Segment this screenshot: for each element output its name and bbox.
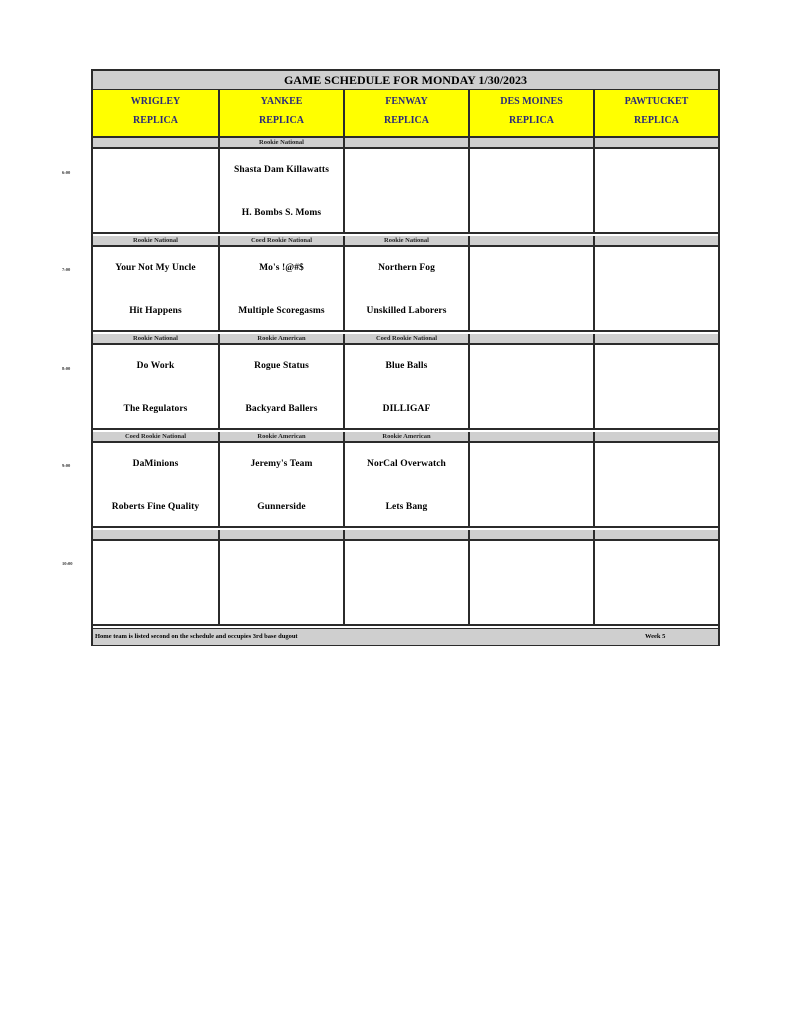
schedule-footer <box>93 628 718 645</box>
schedule-title: GAME SCHEDULE FOR MONDAY 1/30/2023 <box>93 71 718 90</box>
team-away: DaMinions <box>132 459 179 469</box>
field-sub: REPLICA <box>258 115 304 126</box>
division-label <box>470 236 595 247</box>
division-label: Coed Rookie National <box>220 236 345 247</box>
division-label <box>220 530 345 541</box>
game-cell <box>470 149 595 234</box>
team-home: The Regulators <box>123 404 188 414</box>
team-away: Jeremy's Team <box>250 459 313 469</box>
division-label <box>345 138 470 149</box>
division-label <box>470 530 595 541</box>
division-label: Rookie American <box>345 432 470 443</box>
division-label <box>470 138 595 149</box>
field-name: PAWTUCKET <box>624 96 689 107</box>
division-label <box>595 530 718 541</box>
team-home: Backyard Ballers <box>245 404 318 414</box>
time-label-7: 7:00 <box>62 267 71 272</box>
team-home: Multiple Scoregasms <box>238 306 325 316</box>
game-cell <box>595 149 718 234</box>
field-header-fenway <box>345 90 470 138</box>
division-label: Rookie National <box>345 236 470 247</box>
time-label-8: 8:00 <box>62 366 71 371</box>
field-name: DES MOINES <box>500 96 563 107</box>
team-away: Do Work <box>136 361 175 371</box>
division-label: Rookie National <box>93 236 220 247</box>
game-cell <box>93 345 220 430</box>
game-cell <box>220 541 345 626</box>
division-label <box>345 530 470 541</box>
home-team-note: Home team is listed second on the schedule and occupies 3rd base dugout <box>95 633 298 640</box>
division-label <box>93 138 220 149</box>
team-away: Mo's !@#$ <box>259 263 304 273</box>
division-label: Coed Rookie National <box>345 334 470 345</box>
field-name: FENWAY <box>385 96 428 107</box>
division-label <box>470 334 595 345</box>
game-cell <box>345 247 470 332</box>
team-home: Unskilled Laborers <box>366 306 447 316</box>
division-label <box>595 236 718 247</box>
division-label <box>595 432 718 443</box>
team-home: Roberts Fine Quality <box>111 502 200 512</box>
game-cell <box>345 345 470 430</box>
division-label: Rookie National <box>220 138 345 149</box>
team-home: Hit Happens <box>129 306 182 316</box>
division-label: Rookie National <box>93 334 220 345</box>
game-cell <box>220 443 345 528</box>
game-cell <box>93 247 220 332</box>
game-cell <box>595 247 718 332</box>
game-cell <box>345 443 470 528</box>
team-away: Shasta Dam Killawatts <box>234 165 329 175</box>
team-away: NorCal Overwatch <box>367 459 446 469</box>
game-cell <box>220 345 345 430</box>
game-cell <box>470 443 595 528</box>
field-header-wrigley <box>93 90 220 138</box>
field-name: WRIGLEY <box>130 96 181 107</box>
game-cell <box>470 345 595 430</box>
team-away: Blue Balls <box>385 361 428 371</box>
game-cell <box>470 247 595 332</box>
game-cell <box>93 443 220 528</box>
division-label <box>595 138 718 149</box>
field-sub: REPLICA <box>508 115 554 126</box>
field-header-yankee <box>220 90 345 138</box>
team-home: DILLIGAF <box>382 404 431 414</box>
time-label-10: 10:00 <box>62 561 73 566</box>
team-home: Gunnerside <box>257 502 306 512</box>
game-cell <box>595 345 718 430</box>
game-cell <box>595 443 718 528</box>
team-home: Lets Bang <box>385 502 428 512</box>
schedule-sheet <box>91 69 720 646</box>
division-label: Rookie American <box>220 432 345 443</box>
field-header-pawtucket <box>595 90 718 138</box>
game-cell <box>345 541 470 626</box>
game-cell <box>220 247 345 332</box>
division-label: Rookie American <box>220 334 345 345</box>
game-cell <box>595 541 718 626</box>
game-cell <box>220 149 345 234</box>
team-away: Rogue Status <box>254 361 309 371</box>
game-cell <box>345 149 470 234</box>
week-label: Week 5 <box>645 633 666 640</box>
time-label-6: 6:00 <box>62 170 71 175</box>
team-away: Northern Fog <box>378 263 435 273</box>
field-sub: REPLICA <box>633 115 679 126</box>
game-cell <box>93 149 220 234</box>
field-header-des-moines <box>470 90 595 138</box>
division-label: Coed Rookie National <box>93 432 220 443</box>
field-name: YANKEE <box>260 96 303 107</box>
division-label <box>93 530 220 541</box>
field-sub: REPLICA <box>132 115 178 126</box>
game-cell <box>93 541 220 626</box>
team-away: Your Not My Uncle <box>115 263 196 273</box>
division-label <box>595 334 718 345</box>
field-sub: REPLICA <box>383 115 429 126</box>
game-cell <box>470 541 595 626</box>
team-home: H. Bombs S. Moms <box>241 208 322 218</box>
division-label <box>470 432 595 443</box>
time-label-9: 9:00 <box>62 463 71 468</box>
